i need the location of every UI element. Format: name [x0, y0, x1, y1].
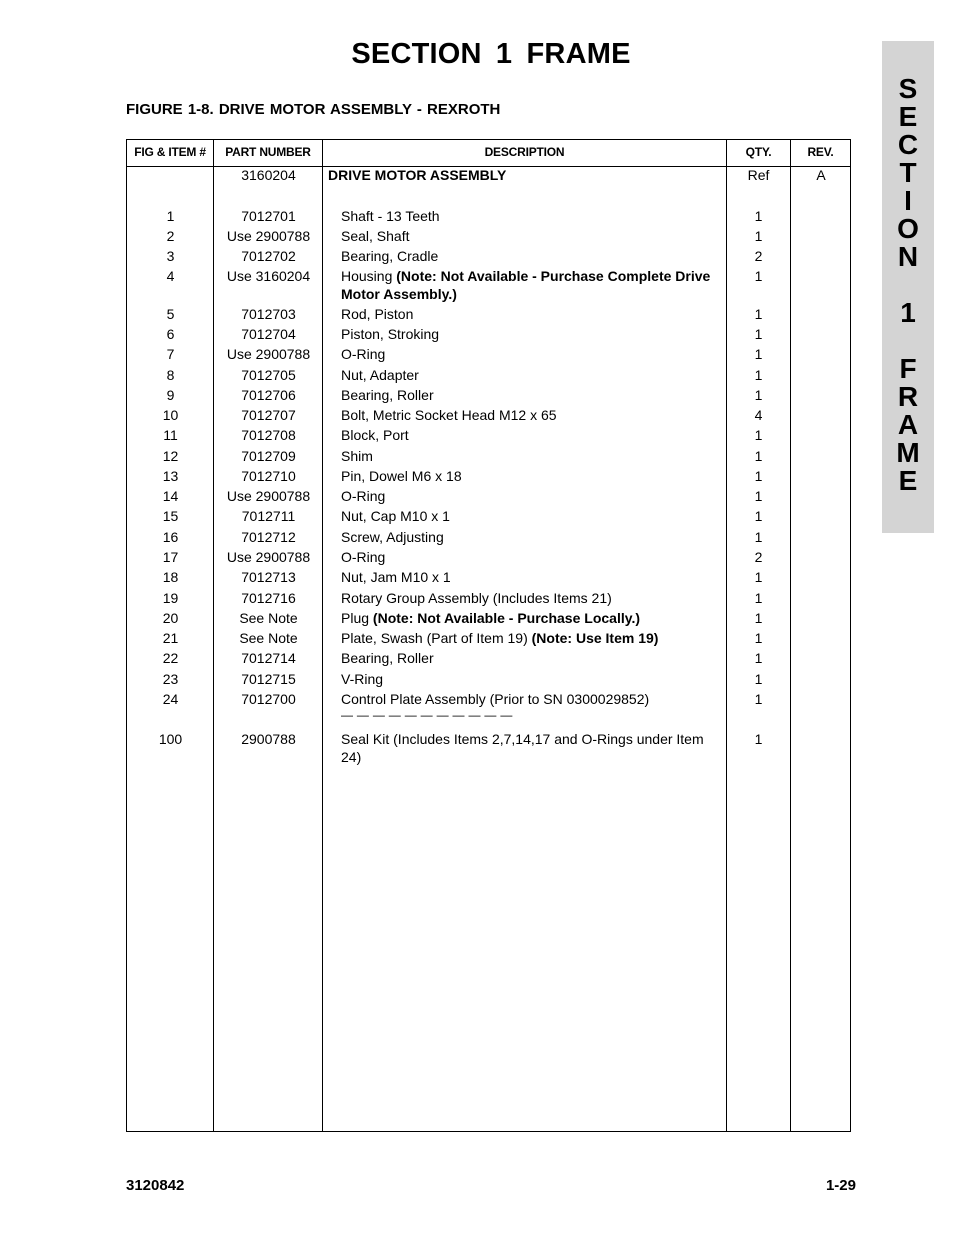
description-text: — — — — — — — — — — — — [341, 708, 513, 722]
item-number: 19 — [162, 590, 179, 606]
quantity: 2 — [754, 549, 763, 565]
side-tab-letter: A — [897, 409, 919, 440]
description — [341, 447, 721, 465]
description-text: Nut, Adapter — [341, 367, 419, 383]
description-text: Seal Kit (Includes Items 2,7,14,17 and O-Rings under Item 24) — [341, 731, 708, 765]
side-tab-letter: T — [899, 157, 917, 188]
description — [341, 568, 721, 586]
quantity: 4 — [754, 407, 763, 423]
part-number: Use 2900788 — [226, 346, 311, 362]
description — [341, 305, 721, 323]
description: DRIVE MOTOR ASSEMBLY — [328, 167, 507, 183]
quantity: Ref — [747, 167, 770, 183]
part-number: 7012700 — [241, 691, 296, 707]
quantity: 1 — [754, 731, 763, 747]
description-text: V-Ring — [341, 671, 384, 687]
description — [341, 706, 721, 724]
description-text: Bolt, Metric Socket Head M12 x 65 — [341, 407, 557, 423]
item-number: 13 — [162, 468, 179, 484]
item-number: 7 — [166, 346, 175, 362]
part-number: See Note — [239, 630, 298, 646]
description-text: Pin, Dowel M6 x 18 — [341, 468, 462, 484]
part-number: 7012706 — [241, 387, 296, 403]
header-description: DESCRIPTION — [484, 145, 565, 159]
quantity: 1 — [754, 650, 763, 666]
side-tab-letter: 1 — [900, 297, 916, 328]
quantity: 1 — [754, 387, 763, 403]
description-text: Screw, Adjusting — [341, 529, 444, 545]
description-text: Nut, Cap M10 x 1 — [341, 508, 450, 524]
page-number: 1-29 — [825, 1177, 856, 1194]
description-text: Piston, Stroking — [341, 326, 440, 342]
description — [341, 487, 721, 505]
description-text: Shaft - 13 Teeth — [341, 208, 440, 224]
quantity: 1 — [754, 268, 763, 284]
part-number: 7012714 — [241, 650, 296, 666]
description-note: (Note: Use Item 19) — [531, 630, 659, 646]
part-number: 7012704 — [241, 326, 296, 342]
part-number: Use 2900788 — [226, 488, 311, 504]
header-item: FIG & ITEM # — [134, 145, 206, 159]
description-text: Shim — [341, 448, 373, 464]
item-number: 16 — [162, 529, 179, 545]
description-text: Seal, Shaft — [341, 228, 410, 244]
document-number: 3120842 — [126, 1177, 185, 1194]
part-number: Use 3160204 — [226, 268, 311, 284]
description-text: Plug — [341, 610, 373, 626]
quantity: 1 — [754, 448, 763, 464]
quantity: 1 — [754, 488, 763, 504]
quantity: 1 — [754, 590, 763, 606]
item-number: 22 — [162, 650, 179, 666]
item-number: 6 — [166, 326, 175, 342]
side-tab-letter: S — [898, 73, 918, 104]
description-text: Bearing, Roller — [341, 650, 434, 666]
side-tab-letter: E — [898, 465, 918, 496]
quantity: 1 — [754, 367, 763, 383]
side-tab-letter: I — [904, 185, 912, 216]
description — [341, 589, 721, 607]
part-number: 2900788 — [241, 731, 296, 747]
quantity: 1 — [754, 610, 763, 626]
description — [341, 426, 721, 444]
quantity: 1 — [754, 569, 763, 585]
quantity: 1 — [754, 529, 763, 545]
description-text: Rotary Group Assembly (Includes Items 21) — [341, 590, 612, 606]
description — [341, 227, 721, 245]
header-part-number: PART NUMBER — [225, 145, 311, 159]
description — [341, 548, 721, 566]
description — [341, 629, 721, 647]
part-number: 7012705 — [241, 367, 296, 383]
quantity: 1 — [754, 306, 763, 322]
parts-table — [126, 139, 851, 1132]
item-number: 14 — [162, 488, 179, 504]
quantity: 1 — [754, 630, 763, 646]
description-text: Control Plate Assembly (Prior to SN 0300029852) — [341, 691, 650, 707]
item-number: 5 — [166, 306, 175, 322]
description — [341, 730, 721, 766]
item-number: 11 — [163, 427, 178, 443]
quantity: 1 — [754, 228, 763, 244]
part-number: 7012712 — [241, 529, 296, 545]
description — [341, 247, 721, 265]
description — [341, 267, 721, 303]
part-number: See Note — [239, 610, 298, 626]
item-number: 3 — [166, 248, 175, 264]
description — [341, 649, 721, 667]
column-divider — [790, 140, 791, 1131]
quantity: 1 — [754, 508, 763, 524]
description — [341, 345, 721, 363]
description-text: Bearing, Roller — [341, 387, 434, 403]
description — [341, 325, 721, 343]
side-tab-letter: N — [897, 241, 919, 272]
quantity: 1 — [754, 346, 763, 362]
description-text: O-Ring — [341, 549, 386, 565]
quantity: 2 — [754, 248, 763, 264]
part-number: 7012702 — [241, 248, 296, 264]
side-tab — [882, 41, 934, 533]
description — [341, 670, 721, 688]
part-number: 7012711 — [241, 508, 296, 524]
header-qty: QTY. — [745, 145, 772, 159]
item-number: 8 — [166, 367, 175, 383]
description — [341, 507, 721, 525]
description-text: Nut, Jam M10 x 1 — [341, 569, 451, 585]
item-number: 24 — [162, 691, 179, 707]
part-number: 3160204 — [241, 167, 296, 183]
description-text: Bearing, Cradle — [341, 248, 439, 264]
description-text: Rod, Piston — [341, 306, 414, 322]
item-number: 1 — [166, 208, 175, 224]
quantity: 1 — [754, 427, 763, 443]
item-number: 15 — [162, 508, 179, 524]
description — [341, 207, 721, 225]
item-number: 4 — [166, 268, 175, 284]
description — [341, 366, 721, 384]
item-number: 100 — [158, 731, 183, 747]
side-tab-letter: C — [897, 129, 919, 160]
item-number: 23 — [162, 671, 179, 687]
side-tab-letter: O — [897, 213, 919, 244]
part-number: 7012707 — [241, 407, 296, 423]
revision: A — [816, 167, 826, 183]
item-number: 21 — [162, 630, 179, 646]
description — [341, 467, 721, 485]
description-text: Block, Port — [341, 427, 409, 443]
description — [341, 406, 721, 424]
item-number: 9 — [166, 387, 175, 403]
part-number: 7012716 — [241, 590, 296, 606]
quantity: 1 — [754, 208, 763, 224]
item-number: 2 — [166, 228, 175, 244]
description-text: O-Ring — [341, 346, 386, 362]
part-number: 7012703 — [241, 306, 296, 322]
description — [341, 609, 721, 627]
part-number: 7012715 — [241, 671, 296, 687]
part-number: 7012709 — [241, 448, 296, 464]
description-text: Housing — [341, 268, 397, 284]
side-tab-letter: E — [898, 101, 918, 132]
section-title: SECTION 1 FRAME — [351, 38, 631, 70]
side-tab-letter: F — [899, 353, 917, 384]
part-number: 7012710 — [241, 468, 296, 484]
quantity: 1 — [754, 468, 763, 484]
quantity: 1 — [754, 671, 763, 687]
description — [341, 386, 721, 404]
quantity: 1 — [754, 326, 763, 342]
figure-title: FIGURE 1-8. DRIVE MOTOR ASSEMBLY - REXROTH — [126, 101, 501, 118]
header-rev: REV. — [807, 145, 834, 159]
description-text: O-Ring — [341, 488, 386, 504]
item-number: 20 — [162, 610, 179, 626]
description — [341, 528, 721, 546]
item-number: 17 — [162, 549, 179, 565]
part-number: 7012708 — [241, 427, 296, 443]
part-number: 7012701 — [241, 208, 296, 224]
side-tab-letter: M — [896, 437, 920, 468]
part-number: Use 2900788 — [226, 549, 311, 565]
item-number: 12 — [162, 448, 179, 464]
part-number: Use 2900788 — [226, 228, 311, 244]
item-number: 10 — [162, 407, 179, 423]
item-number: 18 — [162, 569, 179, 585]
part-number: 7012713 — [241, 569, 296, 585]
side-tab-letter: R — [897, 381, 919, 412]
description-note: (Note: Not Available - Purchase Complete Drive Motor Assembly.) — [341, 268, 711, 302]
quantity: 1 — [754, 691, 763, 707]
description-note: (Note: Not Available - Purchase Locally.) — [372, 610, 641, 626]
description-text: Plate, Swash (Part of Item 19) — [341, 630, 532, 646]
